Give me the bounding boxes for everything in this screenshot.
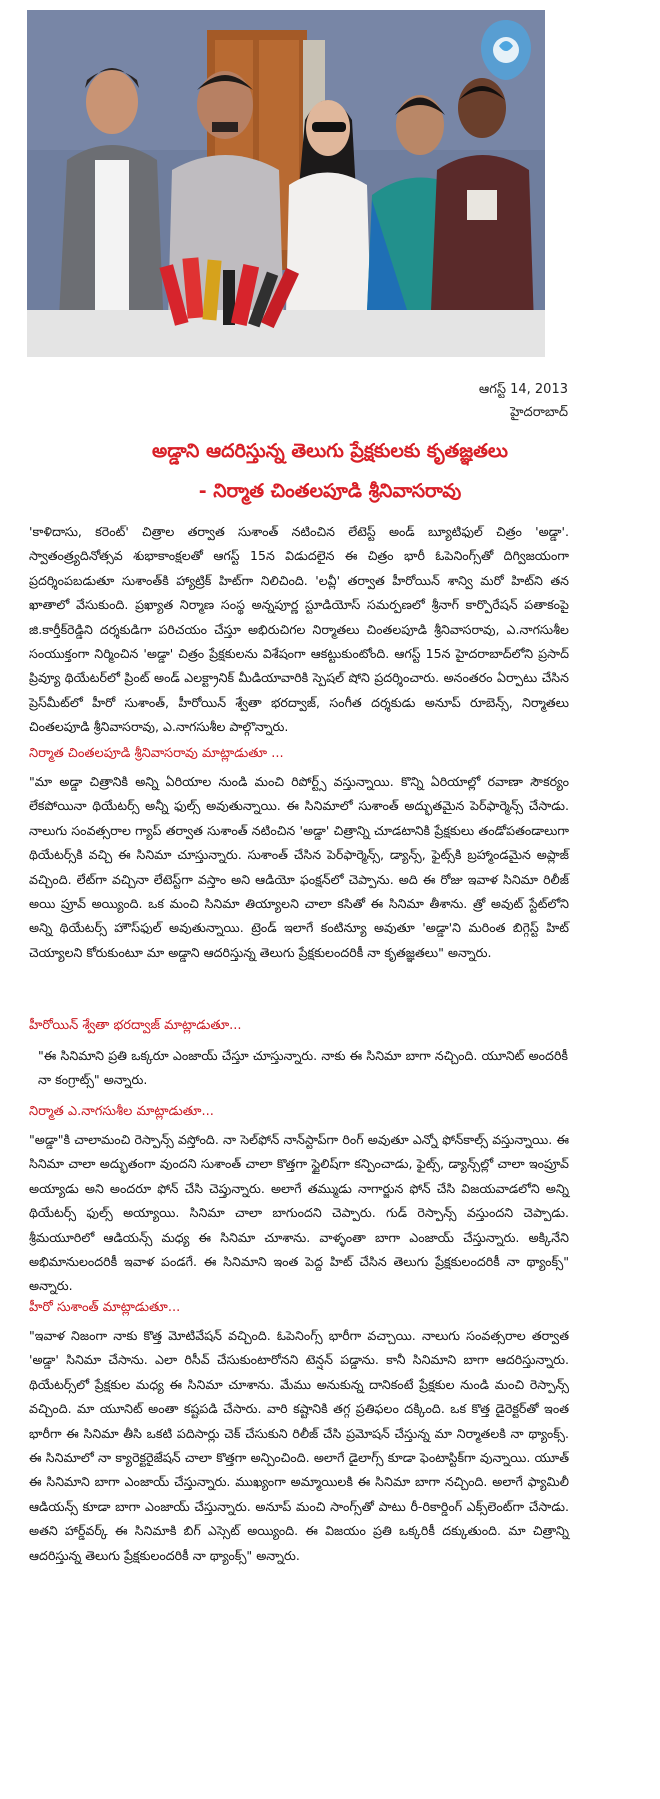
press-meet-photo [27, 10, 545, 357]
section-heading-heroine: హీరోయిన్ శ్వేతా భరద్వాజ్ మాట్లాడుతూ... [29, 1018, 242, 1033]
dateline [479, 378, 568, 424]
headline-byline: - నిర్మాత చింతలపూడి శ్రీనివాసరావు [198, 480, 462, 502]
section-heading-coproducer: నిర్మాత ఎ.నాగసుశీల మాట్లాడుతూ... [29, 1104, 214, 1119]
section-text-heroine: "ఈ సినిమాని ప్రతి ఒక్కరూ ఎంజాయ్ చేస్తూ చూస్తున్నారు. నాకు ఈ సినిమా బాగా నచ్చింది. యూనిట్ అందరికీ నా కంగ్రాట్స్" అన్నారు. [38, 1048, 568, 1088]
publish-date: ఆగస్ట్ 14, 2013 [478, 382, 568, 397]
section-heading-hero: హీరో సుశాంత్ మాట్లాడుతూ... [29, 1300, 181, 1315]
headline: అడ్డాని ఆదరిస్తున్న తెలుగు ప్రేక్షకులకు కృతజ్ఞతలు [152, 440, 508, 462]
article-intro: 'కాళిదాసు, కరెంట్' చిత్రాల తర్వాత సుశాంత్ నటించిన లేటెస్ట్ అండ్ బ్యూటిఫుల్ చిత్రం 'అడ్డా'. స్వాతంత్ర్యదినోత్సవ శుభాకాంక్షలతో ఆగస్ట్ 15న విడుదలైన ఈ చిత్రం భారీ ఓపెనింగ్స్‌తో దిగ్విజయంగా ప్రదర్శింపబడుతూ సుశాంత్‌కి హ్యాట్రిక్ హిట్‌గా నిలిచింది. 'లవ్లీ' తర్వాత హీరోయిన్ శాన్వి మరో హిట్‌ని తన ఖాతాలో వేసుకుంది. ప్రఖ్యాత నిర్మాణ సంస్థ అన్నపూర్ణ స్టూడియోస్ సమర్పణలో శ్రీనాగ్ కార్పొరేషన్ పతాకంపై జి.కార్తీక్‌రెడ్డిని దర్శకుడిగా పరిచయం చేస్తూ అభిరుచిగల నిర్మాతలు చింతలపూడి శ్రీనివాసరావు, ఎ.నాగసుశీల సంయుక్తంగా నిర్మించిన 'అడ్డా' చిత్రం ప్రేక్షకులను విశేషంగా ఆకట్టుకుంటోంది. ఆగస్ట్ 15న హైదరాబాద్‌లోని ప్రసాద్ ప్రివ్యూ థియేటర్‌లో ప్రింట్ అండ్ ఎలక్ట్రానిక్ మీడియావారికి స్పెషల్ షోని ప్రదర్శించారు. అనంతరం ఏర్పాటు చేసిన ప్రెస్‌మీట్‌లో హీరో సుశాంత్, హీరోయిన్ శ్వేతా భరద్వాజ్, సంగీత దర్శకుడు అనూప్ రూబెన్స్, నిర్మాతలు చింతలపూడి శ్రీనివాసరావు, ఎ.నాగసుశీల పాల్గొన్నారు. [29, 524, 569, 735]
publish-place: హైదరాబాద్ [510, 405, 568, 420]
section-text-producer: "మా అడ్డా చిత్రానికి అన్ని ఏరియాల నుండి మంచి రిపోర్ట్స్ వస్తున్నాయి. కొన్ని ఏరియాల్లో రవాణా సౌకర్యం లేకపోయినా థియేటర్స్ అన్నీ ఫుల్స్ అవుతున్నాయి. ఈ సినిమాలో సుశాంత్ అద్భుతమైన పెర్‌ఫార్మెన్స్ చేసాడు. నాలుగు సంవత్సరాల గ్యాప్ తర్వాత సుశాంత్ నటించిన 'అడ్డా' చిత్రాన్ని చూడటానికి ప్రేక్షకులు తండోపతండాలుగా థియేటర్స్‌కి వచ్చి ఈ సినిమా చూస్తున్నారు. సుశాంత్ చేసిన పెర్‌ఫార్మెన్స్, డ్యాన్స్, ఫైట్స్‌కి బ్రహ్మాండమైన అప్లాజ్ వచ్చింది. లేట్‌గా వచ్చినా లేటెస్ట్‌గా వస్తాం అని ఆడియో ఫంక్షన్‌లో చెప్పాను. అది ఈ రోజు ఇవాళ సినిమా రిలీజ్ అయి ప్రూవ్ అయ్యింది. ఒక మంచి సినిమా తియ్యాలని చాలా కసితో ఈ సినిమా తీశాను. త్రో అవుట్ స్టేట్‌లోని అన్ని థియేటర్స్ హౌస్‌ఫుల్ అవుతున్నాయి. ట్రెండ్ ఇలాగే కంటిన్యూ అవుతూ 'అడ్డా'ని మరింత బిగ్గెస్ట్ హిట్ చెయ్యాలని కోరుకుంటూ మా అడ్డాని ఆదరిస్తున్న తెలుగు ప్రేక్షకులందరికీ నా కృతజ్ఞతలు" అన్నారు. [29, 774, 569, 960]
section-text-hero: "ఇవాళ నిజంగా నాకు కొత్త మోటివేషన్ వచ్చింది. ఓపెనింగ్స్ భారీగా వచ్చాయి. నాలుగు సంవత్సరాల తర్వాత 'అడ్డా' సినిమా చేసాను. ఎలా రిసీవ్ చేసుకుంటారోనని టెన్షన్ పడ్డాను. కానీ సినిమాని బాగా ఆదరిస్తున్నారు. థియేటర్స్‌లో ప్రేక్షకుల మధ్య ఈ సినిమా చూశాను. మేము అనుకున్న దానికంటే ప్రేక్షకుల నుండి మంచి రెస్పాన్స్ వచ్చింది. మా యూనిట్ అంతా కష్టపడి చేసారు. వారి కష్టానికి తగ్గ ప్రతిఫలం దక్కింది. ఒక కొత్త డైరెక్టర్‌తో ఇంత భారీగా ఈ సినిమా తీసి ఒకటి పదిసార్లు చెక్ చేసుకుని రిలీజ్ చేసి ప్రమోషన్ చేస్తున్న మా నిర్మాతలకి నా థ్యాంక్స్. ఈ సినిమాలో నా క్యారెక్టరైజేషన్ చాలా కొత్తగా అన్పించింది. అలాగే డైలాగ్స్ కూడా ఫెంటాస్టిక్‌గా వున్నాయి. యూత్ ఈ సినిమాని బాగా ఎంజాయ్ చేస్తున్నారు. ముఖ్యంగా అమ్మాయిలకి ఈ సినిమా బాగా నచ్చింది. అలాగే ఫ్యామిలీ ఆడియన్స్ కూడా బాగా ఎంజాయ్ చేస్తున్నారు. అనూప్ మంచి సాంగ్స్‌తో పాటు రీ-రికార్డింగ్ ఎక్స్‌లెంట్‌గా చేసాడు. అతని హార్డ్‌వర్క్ ఈ సినిమాకి బిగ్ ఎస్సెట్ అయ్యింది. ఈ విజయం ప్రతి ఒక్కరికీ దక్కుతుంది. మా చిత్రాన్ని ఆదరిస్తున్న తెలుగు ప్రేక్షకులందరికీ నా థ్యాంక్స్" అన్నారు. [29, 1328, 569, 1563]
mic-logo-icon [477, 16, 535, 84]
section-heading-producer: నిర్మాత చింతలపూడి శ్రీనివాసరావు మాట్లాడుతూ ... [29, 746, 284, 761]
section-text-coproducer: "అడ్డా"కి చాలామంచి రెస్పాన్స్ వస్తోంది. నా సెల్‌ఫోన్ నాన్‌స్టాప్‌గా రింగ్ అవుతూ ఎన్నో ఫోన్‌కాల్స్ వస్తున్నాయి. ఈ సినిమా చాలా అద్భుతంగా వుందని సుశాంత్ చాలా కొత్తగా స్టైలిష్‌గా కన్పించాడు, ఫైట్స్, డ్యాన్స్‌ల్లో చాలా ఇంప్రూవ్ అయ్యాడు అని అందరూ ఫోన్ చేసి చెప్తున్నారు. అలాగే తమ్ముడు నాగార్జున ఫోన్ చేసి విజయవాడలోని అన్ని థియేటర్స్ ఫుల్స్ అయ్యాయి. సినిమా చాలా బాగుందని చెప్పారు. గుడ్ రెస్పాన్స్ వస్తుందని చెప్పాడు. శ్రీమయూరిలో ఆడియన్స్ మధ్య ఈ సినిమా చూశాను. వాళ్ళంతా బాగా ఎంజాయ్ చేస్తున్నారు. అక్కినేని అభిమానులందరికీ ఇవాళ పండగే. ఈ సినిమాని ఇంత పెద్ద హిట్ చేసిన తెలుగు ప్రేక్షకులందరికీ నా థ్యాంక్స్" అన్నారు. [29, 1132, 569, 1294]
